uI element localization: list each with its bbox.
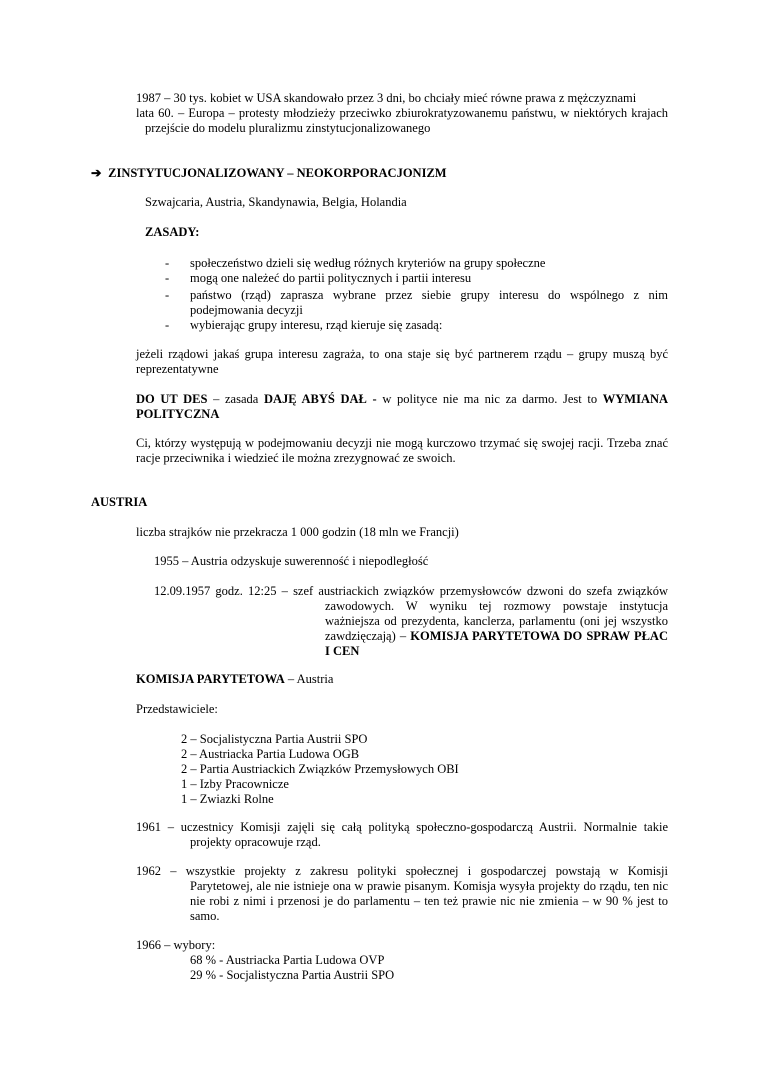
section-heading [91, 166, 447, 181]
austria-heading: AUSTRIA [91, 495, 148, 509]
do-ut-des-phrase: DAJĘ ABYŚ DAŁ - [263, 392, 377, 406]
dash-bullet-icon: - [165, 256, 170, 270]
year-1961-first [136, 820, 668, 835]
intro-line-3: przejście do modelu pluralizmu zinstytucjonalizowanego [145, 121, 431, 135]
election-results [190, 953, 394, 983]
call-first-line [154, 584, 668, 599]
strikes-line: liczba strajków nie przekracza 1 000 godzin (18 mln we Francji) [136, 525, 459, 539]
representative-item: 1 – Zwiazki Rolne [181, 792, 274, 806]
rule-item-1 [165, 256, 668, 271]
election-result-item: 29 % - Socjalistyczna Partia Austrii SPO [190, 968, 395, 982]
rules-heading: ZASADY: [145, 225, 200, 239]
rule-text: wybierając grupy interesu, rząd kieruje się zasadą: [190, 318, 443, 332]
participants-paragraph: Ci, którzy występują w podejmowaniu decyzji nie mogą kurczowo trzymać się swojej racji. Trzeba znać racje przeciwnika i wiedzieć ile można zrezygnować ze swoich. [136, 436, 668, 465]
dash-bullet-icon: - [165, 288, 170, 302]
intro-line-2 [136, 106, 668, 121]
dash-bullet-icon: - [165, 318, 170, 332]
sovereignty-line: 1955 – Austria odzyskuje suwerenność i niepodległość [154, 554, 429, 568]
call-rest-text: zawodowych. W wyniku tej rozmowy powstaje instytucja ważniejsza od prezydenta, kanclerza, parlamentu (oni jej wszystko zawdzięczają) – [325, 599, 668, 643]
countries-list: Szwajcaria, Austria, Skandynawia, Belgia, Holandia [145, 195, 407, 209]
rule-item-4 [165, 318, 668, 333]
political-exchange-term: WYMIANA POLITYCZNA [136, 392, 669, 421]
year-1961-rest: projekty opracowuje rząd. [190, 835, 321, 849]
rule-item-3 [165, 288, 668, 318]
call-first-line-text: 12.09.1957 godz. 12:25 – szef austriackich związków przemysłowców dzwoni do szefa związków [154, 584, 668, 598]
dash-bullet-icon: - [165, 271, 170, 285]
do-ut-des-term: DO UT DES [136, 392, 208, 406]
arrow-right-icon: ➔ [91, 166, 102, 180]
commission-heading-suffix: – Austria [287, 672, 334, 686]
rule-text: społeczeństwo dzieli się według różnych kryteriów na grupy społeczne [190, 256, 546, 270]
do-ut-des-paragraph [136, 392, 668, 422]
rule-text: państwo (rząd) zaprasza wybrane przez siebie grupy interesu do wspólnego z nim podejmowania decyzji [190, 288, 668, 317]
year-1962-rest: Parytetowej, ale nie istnieje ona w prawie pisanym. Komisja wysyła projekty do rządu, ten nic nie robi z nimi i przenosi je do parlamentu – ten też prawie nic nie zmienia – w 90 % jest to samo. [190, 879, 668, 923]
year-1962-first [136, 864, 668, 879]
call-continuation [325, 599, 668, 659]
representative-item: 2 – Socjalistyczna Partia Austrii SPO [181, 732, 368, 746]
representative-item: 1 – Izby Pracownicze [181, 777, 289, 791]
year-1961-first-text: 1961 – uczestnicy Komisji zajęli się całą polityką społeczno-gospodarczą Austrii. Normalnie takie [136, 820, 668, 834]
year-1962-first-text: 1962 – wszystkie projekty z zakresu polityki społecznej i gospodarczej powstają w Komisji [136, 864, 668, 878]
rule-text: mogą one należeć do partii politycznych i partii interesu [190, 271, 472, 285]
representative-item: 2 – Partia Austriackich Związków Przemysłowych OBI [181, 762, 459, 776]
commission-full-name: KOMISJA PARYTETOWA DO SPRAW PŁAC I CEN [325, 629, 668, 658]
intro-line-2-prefix: lata 60. [136, 106, 174, 120]
rule-item-2 [165, 271, 668, 286]
representatives-list [181, 732, 459, 807]
commission-heading-text: KOMISJA PARYTETOWA [136, 672, 285, 686]
commission-heading [136, 672, 333, 687]
intro-line-2-rest: – Europa – protesty młodzieży przeciwko zbiurokratyzowanemu państwu, w niektórych krajach [177, 106, 668, 120]
threat-paragraph: jeżeli rządowi jakaś grupa interesu zagraża, to ona staje się być partnerem rządu – grupy muszą być reprezentatywne [136, 347, 668, 376]
intro-line-1: 1987 – 30 tys. kobiet w USA skandowało przez 3 dni, bo chciały mieć równe prawa z mężczyznami [136, 91, 637, 105]
representative-item: 2 – Austriacka Partia Ludowa OGB [181, 747, 360, 761]
representatives-label: Przedstawiciele: [136, 702, 218, 716]
do-ut-des-mid1: – zasada [213, 392, 259, 406]
election-result-item: 68 % - Austriacka Partia Ludowa OVP [190, 953, 385, 967]
do-ut-des-mid2: w polityce nie ma nic za darmo. Jest to [382, 392, 598, 406]
section-heading-text: ZINSTYTUCJONALIZOWANY – NEOKORPORACJONIZM [108, 166, 447, 180]
year-1966-label: 1966 – wybory: [136, 938, 216, 952]
